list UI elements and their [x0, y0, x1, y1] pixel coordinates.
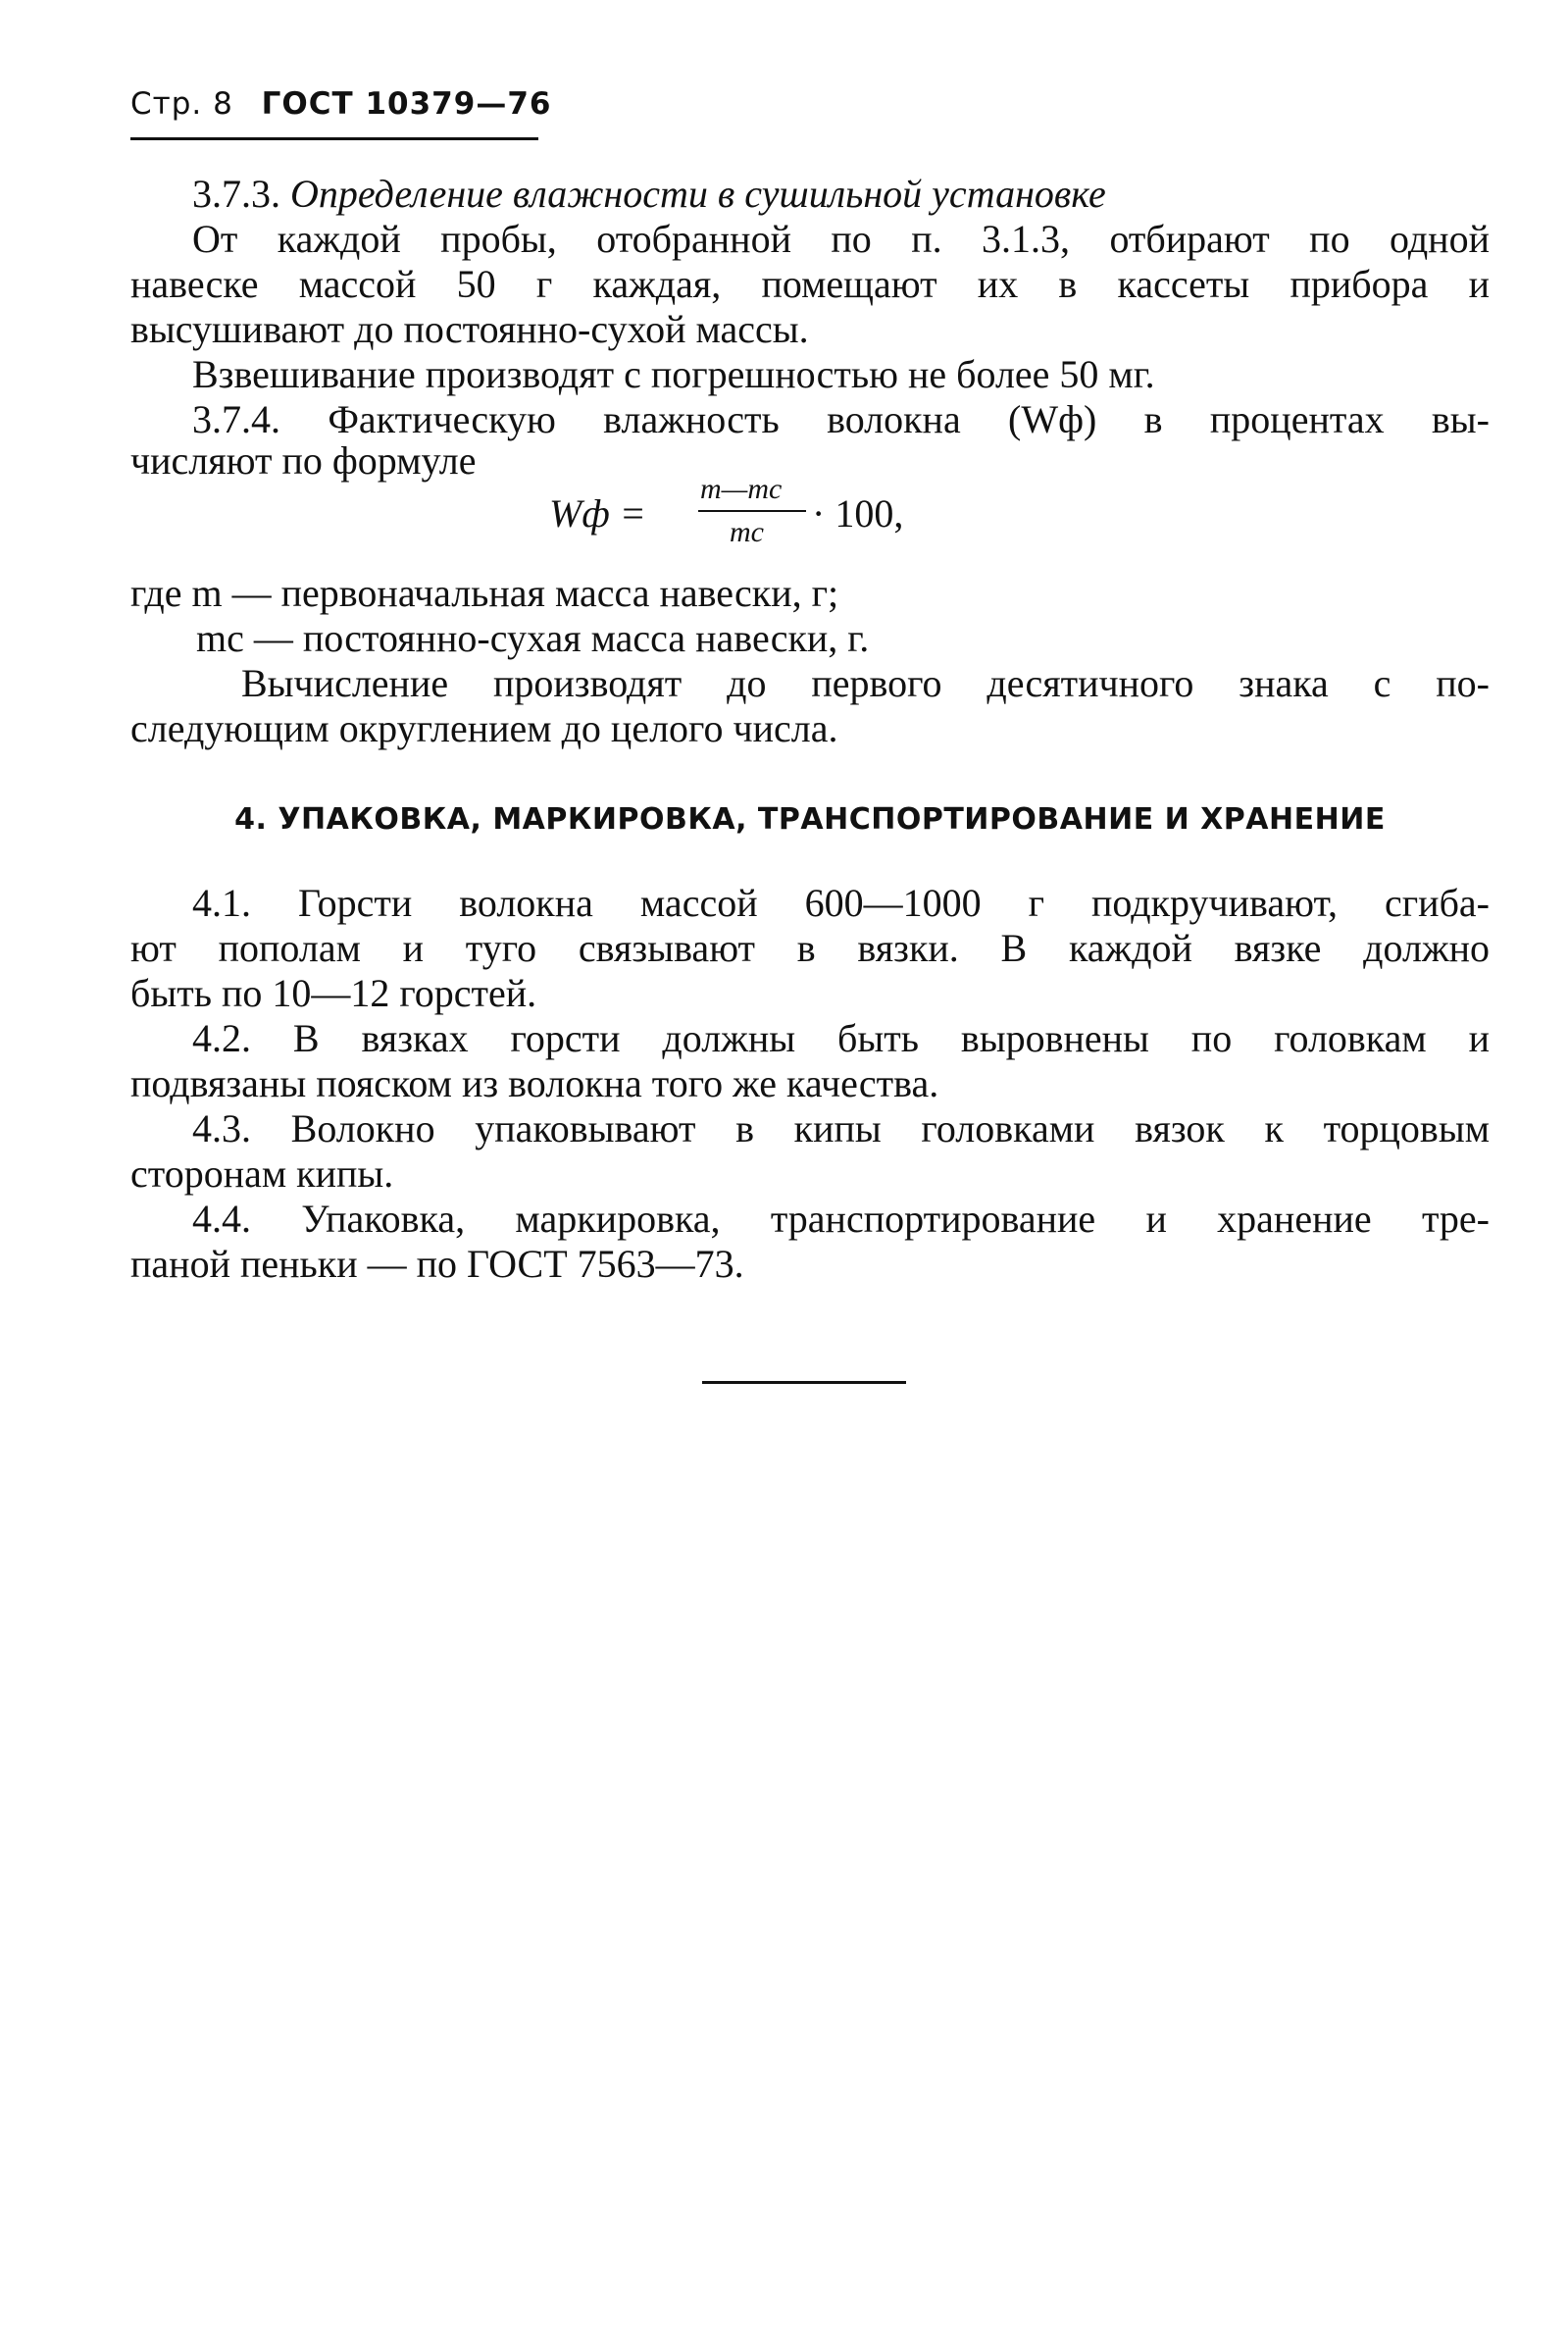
paragraph-line: Взвешивание производят с погрешностью не более 50 мг.: [192, 352, 1155, 396]
page-number: Стр. 8: [130, 86, 233, 122]
paragraph-line: числяют по формуле: [130, 438, 477, 483]
paragraph-line: сторонам кипы.: [130, 1151, 394, 1196]
formula-numerator: m—mc: [700, 473, 783, 505]
formula-lhs: Wф =: [549, 491, 646, 536]
paragraph-line: навеске массой 50 г каждая, помещают их в кассеты прибора и: [130, 262, 1490, 306]
definition-line: где m — первоначальная масса навески, г;: [130, 571, 839, 615]
paragraph-line: паной пеньки — по ГОСТ 7563—73.: [130, 1242, 744, 1286]
formula-rhs: · 100,: [812, 491, 904, 536]
moisture-formula: [549, 473, 922, 561]
paragraph-line: быть по 10—12 горстей.: [130, 971, 537, 1015]
fraction-bar: [698, 510, 806, 512]
paragraph-line: Вычисление производят до первого десятичного знака с по-: [241, 661, 1490, 705]
standard-code: ГОСТ 10379—76: [261, 86, 552, 122]
end-rule: [702, 1381, 906, 1384]
clause-3-7-3-heading: [192, 172, 1106, 217]
paragraph-line: 4.4. Упаковка, маркировка, транспортирование и хранение тре-: [192, 1197, 1490, 1241]
section-heading: 4. УПАКОВКА, МАРКИРОВКА, ТРАНСПОРТИРОВАНИЕ И ХРАНЕНИЕ: [234, 802, 1386, 837]
formula-denominator: mc: [730, 516, 764, 548]
paragraph-line: 4.2. В вязках горсти должны быть выровнены по головкам и: [192, 1016, 1490, 1060]
paragraph-line: От каждой пробы, отобранной по п. 3.1.3, отбирают по одной: [192, 217, 1490, 261]
paragraph-line: 4.1. Горсти волокна массой 600—1000 г подкручивают, сгиба-: [192, 881, 1490, 925]
page-header: [130, 86, 551, 122]
paragraph-line: подвязаны пояском из волокна того же качества.: [130, 1061, 939, 1105]
paragraph-line: 4.3. Волокно упаковывают в кипы головками вязок к торцовым: [192, 1106, 1490, 1150]
paragraph-line: высушивают до постоянно-сухой массы.: [130, 307, 809, 351]
paragraph-line: ют пополам и туго связывают в вязки. В каждой вязке должно: [130, 926, 1490, 970]
header-rule: [130, 137, 538, 140]
definition-line: mc — постоянно-сухая масса навески, г.: [196, 616, 870, 660]
paragraph-line: 3.7.4. Фактическую влажность волокна (Wф) в процентах вы-: [192, 397, 1490, 441]
paragraph-line: следующим округлением до целого числа.: [130, 706, 838, 750]
clause-title: Определение влажности в сушильной установке: [290, 172, 1106, 216]
clause-number: 3.7.3.: [192, 172, 280, 216]
